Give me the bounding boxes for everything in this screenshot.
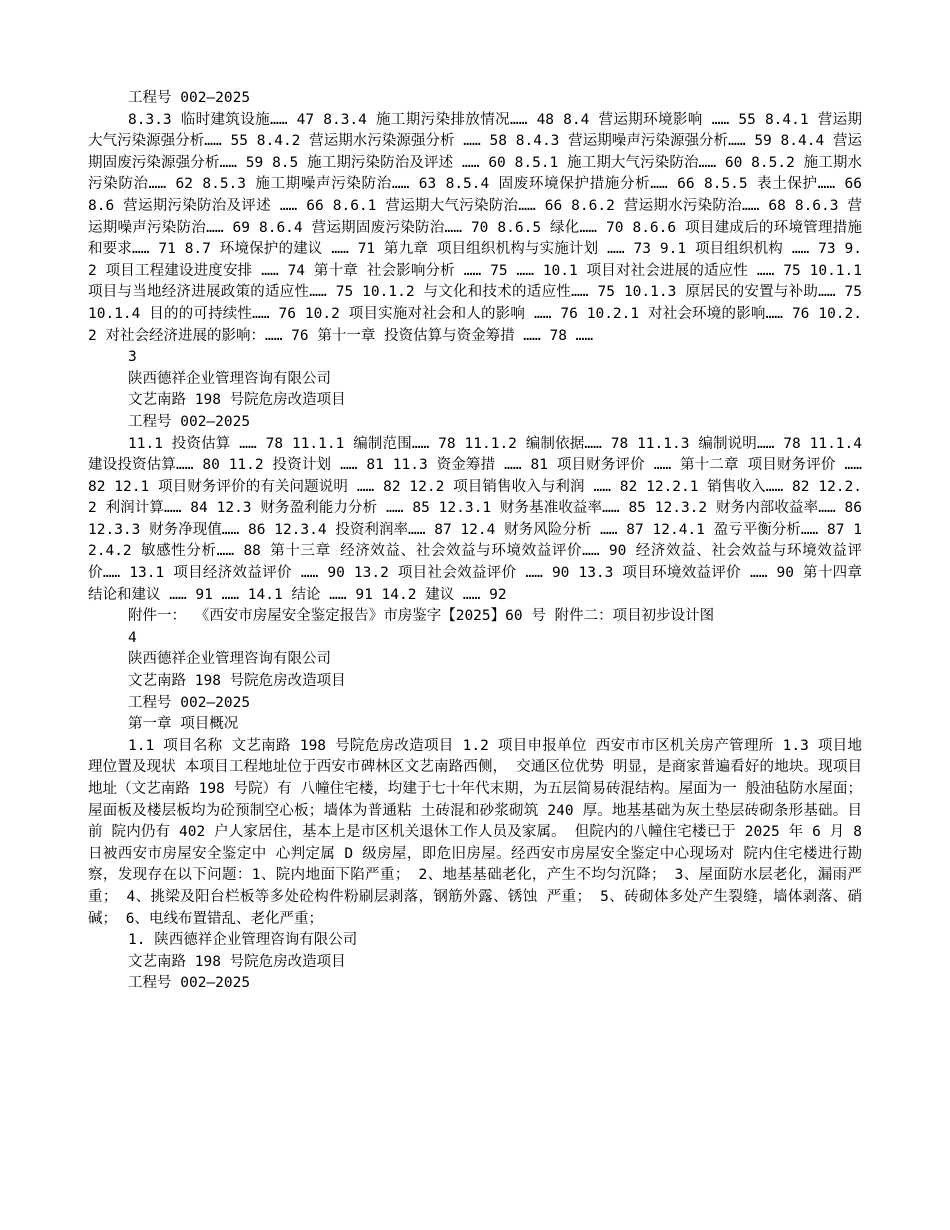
company-name: 陕西德祥企业管理咨询有限公司 <box>128 651 331 668</box>
document-page <box>88 88 862 995</box>
project-title: 文艺南路 198 号院危房改造项目 <box>128 392 346 409</box>
project-title: 文艺南路 198 号院危房改造项目 <box>128 953 346 970</box>
project-title: 文艺南路 198 号院危房改造项目 <box>128 673 346 690</box>
company-name: 陕西德祥企业管理咨询有限公司 <box>128 370 331 387</box>
chapter-heading: 第一章 项目概况 <box>128 716 239 733</box>
company-name: 1. 陕西德祥企业管理咨询有限公司 <box>128 932 358 949</box>
project-number: 工程号 002—2025 <box>128 413 251 430</box>
project-number: 工程号 002—2025 <box>128 694 251 711</box>
page-number: 4 <box>128 629 137 646</box>
attachments-line: 附件一： 《西安市房屋安全鉴定报告》市房鉴字【2025】60 号 附件二：项目初步设计图 <box>128 608 715 625</box>
project-number: 工程号 002—2025 <box>128 975 251 992</box>
toc-block: 11.1 投资估算 …… 78 11.1.1 编制范围…… 78 11.1.2 编制依据…… 78 11.1.3 编制说明…… 78 11.1.4 建设投资估算…… 80 11.2 投资计划 …… 81 11.3 资金筹措 …… 81 项目财务评价 …… 第十二章 项目财务评价 …… 82 12.1 项目财务评价的有关问题说明 …… 82 12.2 项目销售收入与利润 …… 82 12.2.1 销售收入…… 82 12.2.2 利润计算…… 84 12.3 财务盈利能力分析 …… 85 12.3.1 财务基准收益率…… 85 12.3.2 财务内部收益率…… 86 12.3.3 财务净现值…… 86 12.3.4 投资利润率…… 87 12.4 财务风险分析 …… 87 12.4.1 盈亏平衡分析…… 87 12.4.2 敏感性分析…… 88 第十三章 经济效益、社会效益与环境效益评价…… 90 经济效益、社会效益与环境效益评价…… 13.1 项目经济效益评价 …… 90 13.2 项目社会效益评价 …… 90 13.3 项目环境效益评价 …… 90 第十四章 结论和建议 …… 91 …… 14.1 结论 …… 91 14.2 建议 …… 92 <box>88 435 862 603</box>
toc-block: 8.3.3 临时建筑设施…… 47 8.3.4 施工期污染排放情况…… 48 8.4 营运期环境影响 …… 55 8.4.1 营运期大气污染源强分析…… 55 8.4.2 营运期水污染源强分析 …… 58 8.4.3 营运期噪声污染源强分析…… 59 8.4.4 营运期固废污染源强分析…… 59 8.5 施工期污染防治及评述 …… 60 8.5.1 施工期大气污染防治…… 60 8.5.2 施工期水污染防治…… 62 8.5.3 施工期噪声污染防治…… 63 8.5.4 固废环境保护措施分析…… 66 8.5.5 表土保护…… 66 8.6 营运期污染防治及评述 …… 66 8.6.1 营运期大气污染防治…… 66 8.6.2 营运期水污染防治…… 68 8.6.3 营运期噪声污染防治…… 69 8.6.4 营运期固废污染防治…… 70 8.6.5 绿化…… 70 8.6.6 项目建成后的环境管理措施和要求…… 71 8.7 环境保护的建议 …… 71 第九章 项目组织机构与实施计划 …… 73 9.1 项目组织机构 …… 73 9.2 项目工程建设进度安排 …… 74 第十章 社会影响分析 …… 75 …… 10.1 项目对社会进展的适应性 …… 75 10.1.1 项目与当地经济进展政策的适应性…… 75 10.1.2 与文化和技术的适应性…… 75 10.1.3 原居民的安置与补助…… 75 10.1.4 目的的可持续性…… 76 10.2 项目实施对社会和人的影响 …… 76 10.2.1 对社会环境的影响…… 76 10.2.2 对社会经济进展的影响：…… 76 第十一章 投资估算与资金筹措 …… 78 …… <box>88 111 862 344</box>
project-number: 工程号 002—2025 <box>128 90 251 106</box>
chapter-body: 1.1 项目名称 文艺南路 198 号院危房改造项目 1.2 项目申报单位 西安市市区机关房产管理所 1.3 项目地理位置及现状 本项目工程地址位于西安市碑林区文艺南路西侧， 交通区位优势 明显，是商家普遍看好的地块。现项目地址（文艺南路 198 号院）有 八幢住宅楼，均建于七十年代末期，为五层简易砖混结构。屋面为一 般油毡防水屋面；屋面板及楼层板均为砼预制空心板；墙体为普通粘 土砖混和砂浆砌筑 240 厚。地基基础为灰土垫层砖砌条形基础。目前 院内仍有 402 户人家居住，基本上是市区机关退休工作人员及家属。 但院内的八幢住宅楼已于 2025 年 6 月 8 日被西安市房屋安全鉴定中 心判定属 D 级房屋，即危旧房屋。经西安市房屋安全鉴定中心现场对 院内住宅楼进行勘察，发现存在以下问题：1、院内地面下陷严重； 2、地基基础老化，产生不均匀沉降； 3、屋面防水层老化，漏雨严重； 4、挑梁及阳台栏板等多处砼构件粉刷层剥落，钢筋外露、锈蚀 严重； 5、砖砌体多处产生裂缝，墙体剥落、硝碱； 6、电线布置错乱、老化严重； <box>88 737 862 927</box>
page-number: 3 <box>128 349 137 366</box>
